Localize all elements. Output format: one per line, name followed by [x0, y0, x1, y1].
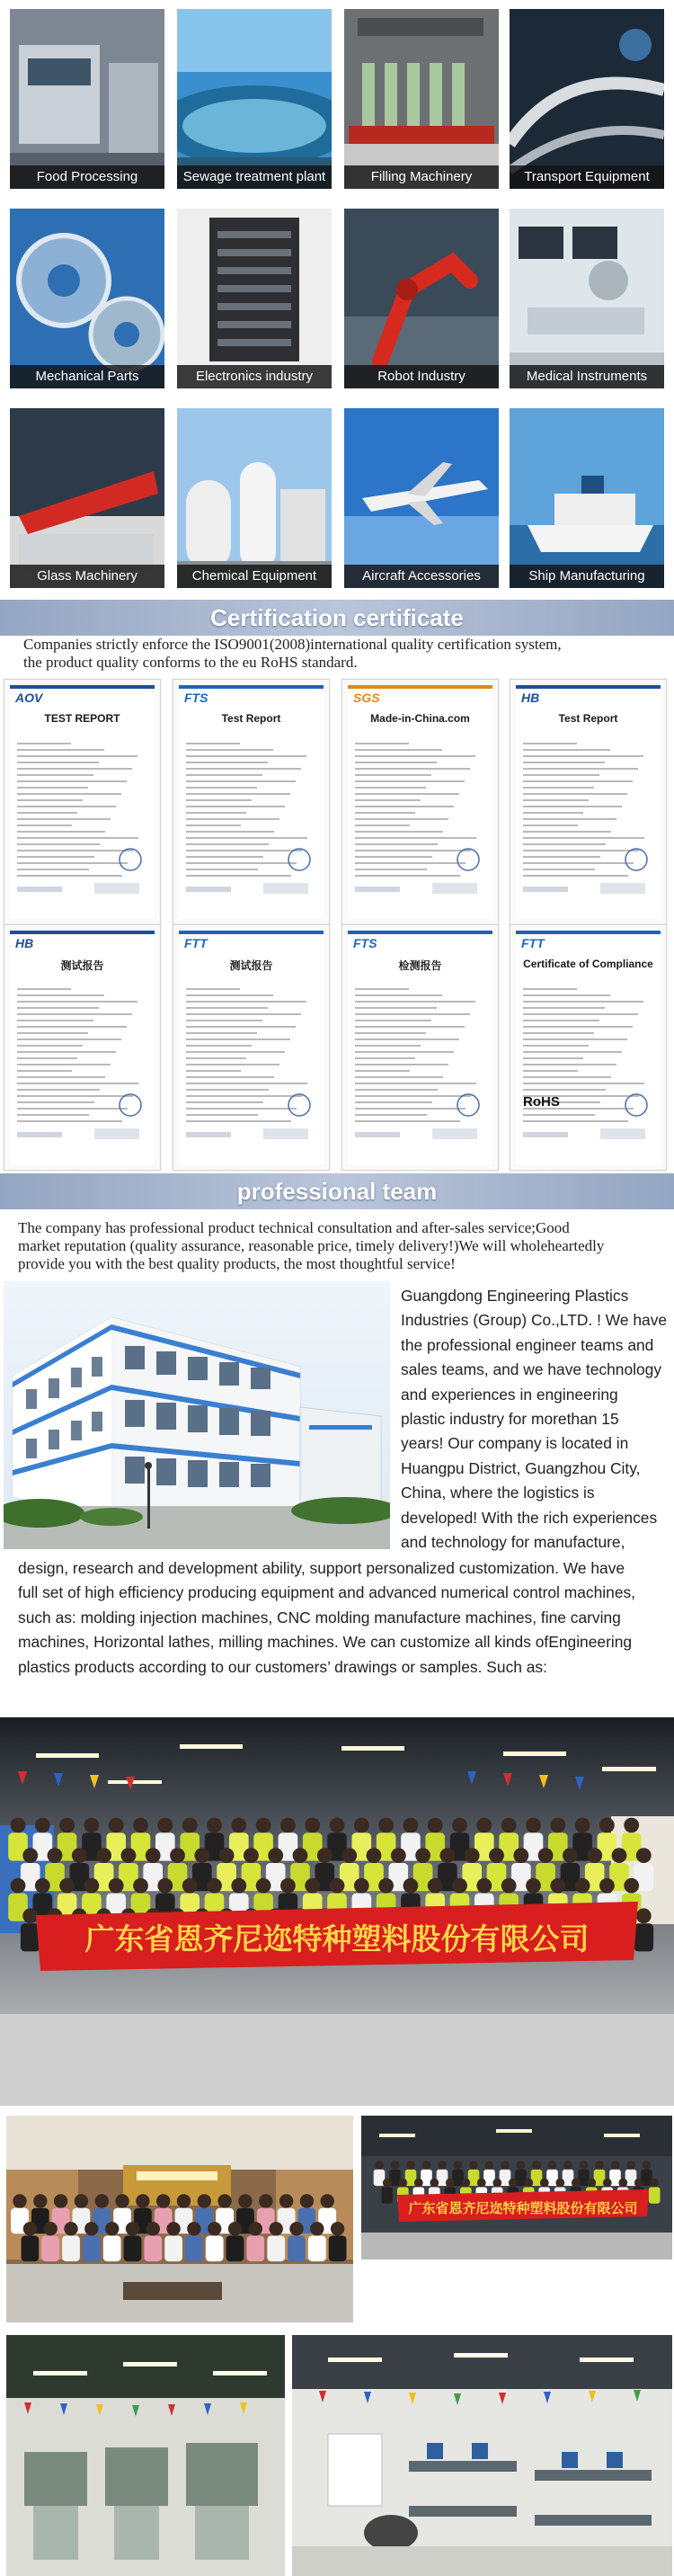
application-tile: [344, 9, 499, 189]
certificate-document: [341, 679, 499, 925]
application-tile: [177, 9, 332, 189]
certificate-document: [173, 924, 330, 1171]
lobby-group-photo: [6, 2116, 353, 2322]
certificate-heading: Test Report: [558, 712, 618, 725]
application-label: Electronics industry: [177, 365, 332, 388]
certificate-logo: HB: [15, 936, 34, 950]
application-label: Robot Industry: [344, 365, 499, 388]
factory-floor-photo-1: [6, 2335, 285, 2576]
about-text-line: Industries (Group) Co.,LTD. ! We have: [401, 1311, 668, 1330]
application-tile: [510, 408, 664, 588]
team-intro-line1: The company has professional product technical consultation and after-sales service;Good: [18, 1219, 570, 1236]
certificate-logo: HB: [521, 691, 540, 705]
about-text-line: plastic industry for morethan 15: [401, 1410, 619, 1428]
about-text-line: the professional engineer teams and: [401, 1335, 654, 1354]
application-label: Filling Machinery: [344, 165, 499, 189]
team-group-photo: [0, 1717, 674, 2106]
capabilities-text-line: such as: molding injection machines, CNC molding manufacture machines, fine carving: [18, 1608, 621, 1627]
robot-photo: [344, 209, 499, 388]
transport-equipment-photo: [510, 9, 664, 189]
certificate-heading: 检测报告: [398, 959, 442, 972]
certificate-logo: FTS: [184, 691, 208, 705]
capabilities-text-line: machines, Horizontal lathes, milling machines. We can customize all kinds ofEngineering: [18, 1633, 633, 1652]
application-label: Medical Instruments: [510, 365, 664, 388]
certificate-document: [510, 679, 667, 925]
factory-floor-photo-2: [292, 2335, 672, 2576]
certificate-heading: Test Report: [221, 712, 281, 725]
certificate-heading: Certificate of Compliance: [523, 958, 653, 970]
capabilities-text-line: full set of high efficiency producing equipment and advanced numerical control machines,: [18, 1583, 636, 1602]
application-label: Chemical Equipment: [177, 565, 332, 588]
factory-building-photo: [4, 1281, 390, 1549]
certificate-document: [341, 924, 499, 1171]
aircraft-photo: [344, 408, 499, 588]
certification-banner: [0, 600, 674, 636]
certificate-document: [173, 679, 330, 925]
ship-photo: [510, 408, 664, 588]
certificate-logo: FTT: [184, 936, 208, 950]
mechanical-parts-photo: [10, 209, 164, 388]
about-text-line: China, where the logistics is: [401, 1484, 595, 1502]
application-tile: [10, 9, 164, 189]
certificate-logo: FTS: [353, 936, 377, 950]
group-banner-text: 广东省恩齐尼迩特种塑料股份有限公司: [84, 1921, 590, 1957]
about-text-line: years! Our company is located in: [401, 1434, 629, 1453]
medical-photo: [510, 209, 664, 388]
team-intro-line3: provide you with the best quality products, the most thoughtful service!: [18, 1255, 456, 1272]
office-banner-photo: [361, 2116, 672, 2260]
certificate-logo: SGS: [353, 691, 380, 705]
rohs-mark: RoHS: [523, 1094, 560, 1110]
about-text-line: and technology for manufacture,: [401, 1533, 625, 1551]
application-tile: [344, 209, 499, 388]
application-label: Aircraft Accessories: [344, 565, 499, 588]
application-label: Mechanical Parts: [10, 365, 164, 388]
certificate-heading: 测试报告: [60, 959, 104, 972]
application-tile: [177, 408, 332, 588]
application-tile: [510, 209, 664, 388]
electronics-photo: [177, 209, 332, 388]
application-label: Ship Manufacturing: [510, 565, 664, 588]
filling-machinery-photo: [344, 9, 499, 189]
capabilities-text-line: design, research and development ability, support personalized customization. We have: [18, 1559, 625, 1577]
chemical-equipment-photo: [177, 408, 332, 588]
application-label: Transport Equipment: [510, 165, 664, 189]
office-banner-text: 广东省恩齐尼迩特种塑料股份有限公司: [408, 2200, 638, 2216]
certificate-heading: TEST REPORT: [44, 712, 120, 725]
about-text-line: Guangdong Engineering Plastics: [401, 1287, 629, 1305]
application-label: Food Processing: [10, 165, 164, 189]
application-label: Sewage treatment plant: [177, 165, 332, 189]
certificate-heading: 测试报告: [229, 959, 273, 972]
about-text-line: developed! With the rich experiences: [401, 1508, 658, 1527]
application-label: Glass Machinery: [10, 565, 164, 588]
application-tile: [10, 209, 164, 388]
glass-machinery-photo: [10, 408, 164, 588]
certification-text-line2: the product quality conforms to the eu RoHS standard.: [23, 654, 358, 671]
certificate-logo: AOV: [15, 691, 43, 705]
certificate-document: [4, 679, 161, 925]
certificate-document: [4, 924, 161, 1171]
certification-title: Certification certificate: [210, 604, 464, 631]
team-banner: [0, 1173, 674, 1209]
team-title: professional team: [236, 1178, 438, 1205]
certificate-logo: FTT: [521, 936, 545, 950]
certification-text-line1: Companies strictly enforce the ISO9001(2008)international quality certification system,: [23, 636, 562, 653]
food-processing-photo: [10, 9, 164, 189]
sewage-plant-photo: [177, 9, 332, 189]
application-tile: [344, 408, 499, 588]
capabilities-text-line: plastics products according to our customers’ drawings or samples. Such as:: [18, 1657, 547, 1676]
certificate-heading: Made-in-China.com: [370, 712, 470, 725]
team-intro-line2: market reputation (quality assurance, reasonable price, timely delivery!)We will wholeheartedly: [18, 1237, 605, 1254]
certificate-document: [510, 924, 667, 1171]
about-text-line: sales teams, and we have technology: [401, 1360, 662, 1379]
application-tile: [177, 209, 332, 388]
application-tile: [10, 408, 164, 588]
application-tile: [510, 9, 664, 189]
about-text-line: Huangpu District, Guangzhou City,: [401, 1458, 641, 1477]
about-text-line: and experiences in engineering: [401, 1385, 618, 1404]
